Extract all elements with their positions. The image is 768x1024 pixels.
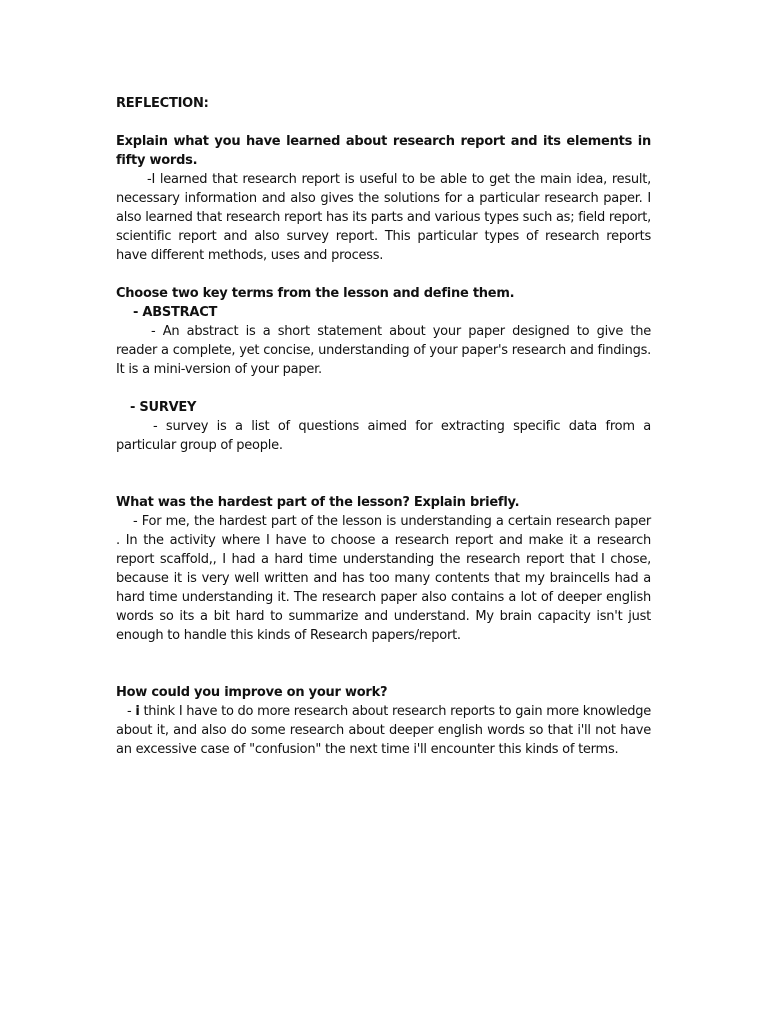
question-4: How could you improve on your work?	[116, 685, 388, 700]
answer-4-bold-i: i	[135, 704, 140, 719]
answer-3: - For me, the hardest part of the lesson is understanding a certain research paper . In the activity where I have to choose a research report and make it a research report scaffold,, I had a hard time understanding the research report that I chose, because it is very well written and has too many contents that my braincells had a hard time understanding it. The research paper also contains a lot of deeper english words so its a bit hard to summarize and understand. My brain capacity isn't just enough to handle this kinds of Research papers/report.	[116, 514, 651, 643]
spacer	[116, 265, 651, 284]
term-abstract: - ABSTRACT	[133, 305, 218, 320]
question-1: Explain what you have learned about research report and its elements in fifty words.	[116, 134, 651, 168]
definition-abstract: - An abstract is a short statement about your paper designed to give the reader a complete, yet concise, understanding of your paper's research and findings. It is a mini-version of your paper.	[116, 324, 651, 377]
answer-1: -I learned that research report is useful to be able to get the main idea, result, necessary information and also gives the solutions for a particular research paper. I also learned that research report has its parts and various types such as; field report, scientific report and also survey report. This particular types of research reports have different methods, uses and process.	[116, 172, 651, 263]
spacer	[116, 379, 651, 398]
document-title: REFLECTION:	[116, 96, 209, 111]
question-3: What was the hardest part of the lesson? Explain briefly.	[116, 495, 520, 510]
question-2: Choose two key terms from the lesson and define them.	[116, 286, 515, 301]
spacer	[116, 645, 651, 683]
term-survey: - SURVEY	[130, 400, 197, 415]
document-page	[116, 94, 651, 759]
answer-4-text: think I have to do more research about research reports to gain more knowledge about it, and also do some research about deeper english words so that i'll not have an excessive case of "confusion" the next time i'll encounter this kinds of terms.	[116, 704, 651, 757]
spacer	[116, 113, 651, 132]
answer-4	[116, 702, 651, 759]
definition-survey: - survey is a list of questions aimed for extracting specific data from a particular group of people.	[116, 419, 651, 453]
answer-4-prefix: -	[127, 704, 136, 719]
spacer	[116, 455, 651, 493]
